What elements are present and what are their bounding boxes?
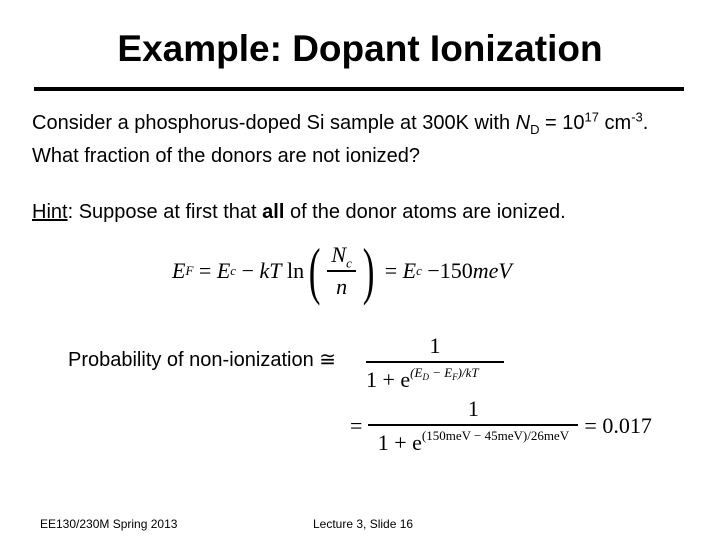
slide-title: Example: Dopant Ionization: [117, 28, 603, 69]
nc-symbol: N: [331, 242, 347, 268]
right-paren: ): [362, 235, 375, 306]
mev-unit: meV: [472, 258, 512, 283]
n-symbol: n: [336, 273, 348, 299]
result-denominator: [378, 428, 569, 456]
equals-3: =: [350, 412, 363, 438]
hint-colon: : Suppose at first that: [67, 201, 263, 223]
nc-sub: c: [346, 255, 352, 271]
footer-slide-number: Lecture 3, Slide 16: [313, 517, 414, 531]
footer-course: EE130/230M Spring 2013: [40, 517, 178, 531]
nd-unit: cm: [598, 112, 632, 134]
ln-symbol: ln: [281, 258, 305, 283]
hint-label: Hint: [32, 201, 68, 223]
probability-text: Probability of non-ionization: [68, 349, 314, 371]
period: .: [642, 112, 649, 134]
hint-bold: all: [262, 201, 285, 223]
den-prefix-2: 1 + e: [377, 429, 422, 455]
nd-symbol: N: [515, 112, 531, 134]
probability-denominator: [366, 365, 504, 393]
problem-line-1: [32, 110, 648, 137]
ec-symbol: E: [216, 258, 231, 283]
probability-fraction: [366, 333, 504, 393]
den-prefix: 1 + e: [366, 366, 411, 392]
result-fraction: [368, 396, 578, 456]
problem-line-2: What fraction of the donors are not ionized?: [32, 145, 421, 167]
exp-values: (150meV − 45meV)/26meV: [421, 427, 570, 443]
numerator-one: 1: [429, 333, 441, 358]
equals-1: =: [193, 258, 217, 283]
kt-symbol: kT: [259, 258, 282, 283]
hint-rest: of the donor atoms are ionized.: [284, 201, 566, 223]
nd-exponent: 17: [584, 109, 599, 125]
fraction-bar: [368, 424, 578, 426]
nd-unit-exponent: -3: [631, 109, 643, 125]
nd-subscript: D: [530, 122, 540, 137]
equals-2: =: [379, 258, 403, 283]
fermi-level-equation: E F = E c − kT ln ( $\frac{N_c}{n}$ ) = E c −150 meV: [172, 235, 512, 306]
exp-mid: − E: [428, 364, 453, 380]
result-numerator: 1: [467, 396, 479, 421]
exp-sub-d: D: [422, 371, 429, 382]
ec2-symbol: E: [402, 258, 417, 283]
exp-sub-f: F: [452, 371, 458, 382]
result-equation: [350, 396, 652, 456]
result-value: = 0.017: [584, 412, 652, 438]
title-divider: [34, 87, 684, 91]
hint-line: [32, 199, 566, 226]
exp-open: (E: [410, 364, 423, 380]
nc-over-n: [327, 242, 355, 300]
ef-symbol: E: [172, 258, 186, 283]
fraction-bar: [366, 361, 504, 363]
problem-text: Consider a phosphorus-doped Si sample at 300K with: [32, 112, 516, 134]
minus-150: −150: [421, 258, 473, 283]
nd-value: = 10: [539, 112, 585, 134]
minus-1: −: [236, 258, 260, 283]
probability-label: [68, 347, 336, 372]
exp-end: )/kT: [457, 364, 479, 380]
left-paren: (: [308, 235, 321, 306]
approx-symbol: ≅: [313, 349, 337, 371]
